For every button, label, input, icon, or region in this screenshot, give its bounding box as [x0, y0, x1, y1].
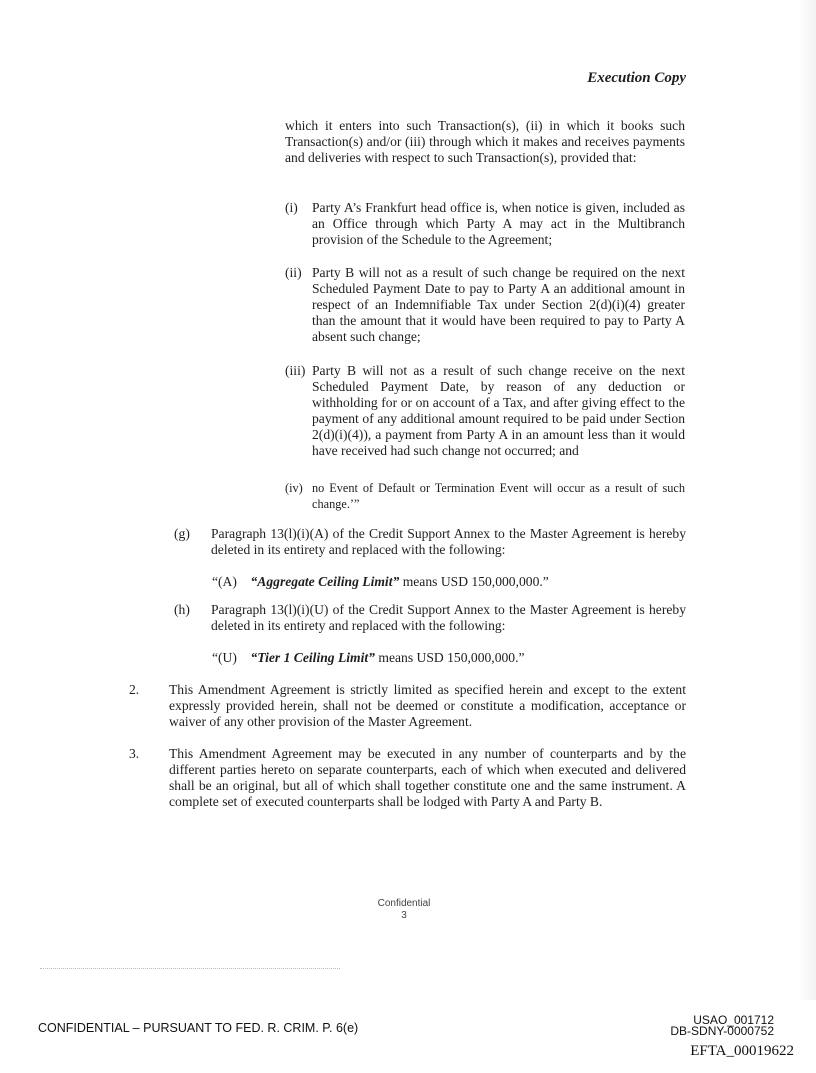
confidential-label: Confidential — [377, 898, 431, 909]
scan-edge-shadow — [798, 0, 816, 1000]
condition-text: Party B will not as a result of such change be required on the next Scheduled Payment Date to pay to Party A an additional amount in respect of an Indemnifiable Tax under Section 2(d)(i)(4) greater than the amount that it would have been required to pay to Party A absent such change; — [312, 265, 685, 344]
condition-text: Party B will not as a result of such change receive on the next Scheduled Payment Date, by reason of any deduction or withholding for or on account of a Tax, and after giving effect to the payment of any additional amount required to be paid under Section 2(d)(i)(4)), a payment from Party A in an amount less than it would have received had such change not occurred; and — [312, 363, 685, 458]
bates-number-db: DB-SDNY-0000752 — [670, 1024, 774, 1038]
paragraph-text: Paragraph 13(l)(i)(A) of the Credit Support Annex to the Master Agreement is hereby deleted in its entirety and replaced with the following: — [211, 526, 686, 557]
clause-2 — [129, 682, 686, 730]
paragraph-h — [174, 602, 686, 634]
paragraph-label: (g) — [174, 526, 190, 541]
bates-number-usao: USAO_001712 — [693, 1013, 774, 1027]
condition-label: (iii) — [285, 363, 306, 378]
clause-number: 3. — [129, 746, 140, 761]
condition-iv — [285, 480, 685, 512]
condition-text: no Event of Default or Termination Event will occur as a result of such change.’” — [312, 481, 685, 511]
confidential-legend: CONFIDENTIAL – PURSUANT TO FED. R. CRIM. P. 6(e) — [38, 1021, 359, 1035]
quote-aggregate-ceiling-limit — [212, 574, 549, 590]
quote-value: means USD 150,000,000.” — [402, 574, 549, 589]
condition-label: (iv) — [285, 481, 303, 495]
clause-3 — [129, 746, 686, 810]
defined-term: “Tier 1 Ceiling Limit” — [250, 650, 375, 665]
quote-prefix: “(A) — [212, 574, 237, 589]
paragraph-label: (h) — [174, 602, 190, 617]
page-number: 3 — [401, 910, 407, 921]
quote-value: means USD 150,000,000.” — [378, 650, 525, 665]
clause-text: This Amendment Agreement is strictly limited as specified herein and except to the extent expressly provided herein, shall not be deemed or constitute a modification, acceptance or waiver of any other provision of the Master Agreement. — [169, 682, 686, 729]
clause-number: 2. — [129, 682, 140, 697]
condition-i — [285, 200, 685, 248]
condition-label: (i) — [285, 200, 298, 215]
condition-iii — [285, 363, 685, 459]
scan-divider — [40, 968, 340, 969]
defined-term: “Aggregate Ceiling Limit” — [250, 574, 400, 589]
condition-ii — [285, 265, 685, 345]
paragraph-text: Paragraph 13(l)(i)(U) of the Credit Support Annex to the Master Agreement is hereby deleted in its entirety and replaced with the following: — [211, 602, 686, 633]
paragraph-g — [174, 526, 686, 558]
condition-label: (ii) — [285, 265, 302, 280]
execution-copy-header: Execution Copy — [587, 70, 686, 86]
quote-tier-1-ceiling-limit — [212, 650, 525, 666]
page-footer — [0, 898, 808, 922]
quote-prefix: “(U) — [212, 650, 237, 665]
condition-text: Party A’s Frankfurt head office is, when notice is given, included as an Office through which Party A may act in the Multibranch provision of the Schedule to the Agreement; — [312, 200, 685, 247]
bates-number-efta: EFTA_00019622 — [690, 1043, 794, 1059]
clause-text: This Amendment Agreement may be executed in any number of counterparts and by the different parties hereto on separate counterparts, each of which when executed and delivered shall be an original, but all of which shall together constitute one and the same instrument. A complete set of executed counterparts shall be lodged with Party A and Party B. — [169, 746, 686, 809]
intro-paragraph: which it enters into such Transaction(s), (ii) in which it books such Transaction(s) and/or (iii) through which it makes and receives payments and deliveries with respect to such Transaction(s), provided that: — [285, 118, 685, 165]
